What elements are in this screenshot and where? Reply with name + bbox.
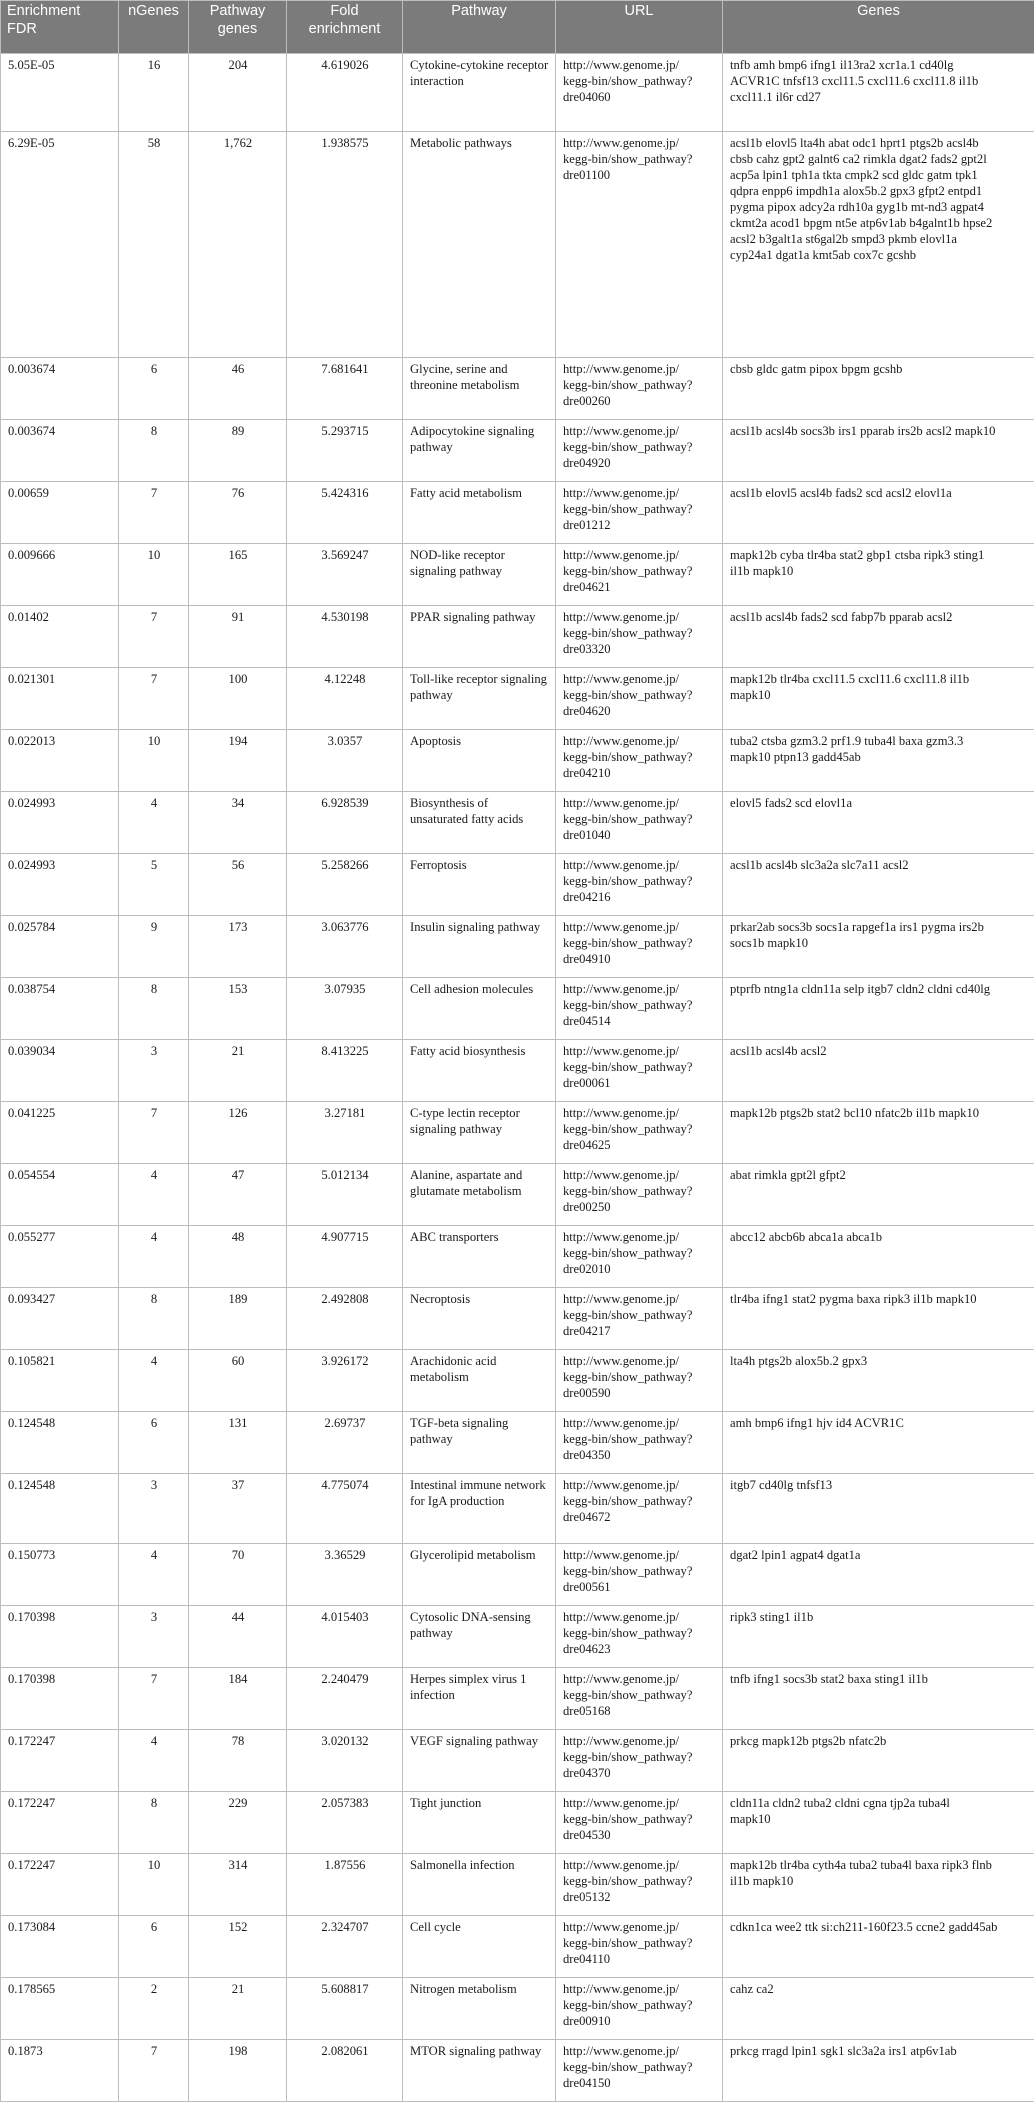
cell-fold-enrichment: 2.082061: [287, 2040, 403, 2102]
cell-genes: acsl1b acsl4b fads2 scd fabp7b pparab acsl2: [723, 606, 1034, 668]
cell-pathway: PPAR signaling pathway: [403, 606, 556, 668]
cell-url: http://www.genome.jp/ kegg-bin/show_pathway? dre04910: [556, 916, 723, 978]
cell-pathway-genes: 229: [189, 1792, 287, 1854]
header-pathway: Pathway: [403, 1, 556, 54]
header-pathway-genes: Pathway genes: [189, 1, 287, 54]
cell-pathway: Cell cycle: [403, 1916, 556, 1978]
cell-enrichment-fdr: 0.1873: [1, 2040, 119, 2102]
cell-fold-enrichment: 5.293715: [287, 420, 403, 482]
table-row: [1, 1350, 1034, 1412]
cell-enrichment-fdr: 0.039034: [1, 1040, 119, 1102]
cell-enrichment-fdr: 0.172247: [1, 1854, 119, 1916]
header-ngenes: nGenes: [119, 1, 189, 54]
cell-enrichment-fdr: 0.178565: [1, 1978, 119, 2040]
cell-url: http://www.genome.jp/ kegg-bin/show_pathway? dre04623: [556, 1606, 723, 1668]
table-row: [1, 1102, 1034, 1164]
cell-ngenes: 4: [119, 1226, 189, 1288]
cell-url: http://www.genome.jp/ kegg-bin/show_pathway? dre04672: [556, 1474, 723, 1544]
header-url: URL: [556, 1, 723, 54]
cell-genes: mapk12b cyba tlr4ba stat2 gbp1 ctsba ripk3 sting1 il1b mapk10: [723, 544, 1034, 606]
cell-pathway-genes: 48: [189, 1226, 287, 1288]
cell-fold-enrichment: 5.258266: [287, 854, 403, 916]
cell-ngenes: 5: [119, 854, 189, 916]
cell-enrichment-fdr: 0.00659: [1, 482, 119, 544]
cell-fold-enrichment: 3.926172: [287, 1350, 403, 1412]
table-row: [1, 482, 1034, 544]
cell-enrichment-fdr: 0.105821: [1, 1350, 119, 1412]
cell-fold-enrichment: 5.608817: [287, 1978, 403, 2040]
cell-pathway-genes: 1,762: [189, 132, 287, 358]
cell-ngenes: 4: [119, 1164, 189, 1226]
cell-fold-enrichment: 5.424316: [287, 482, 403, 544]
cell-url: http://www.genome.jp/ kegg-bin/show_pathway? dre04621: [556, 544, 723, 606]
table-row: [1, 1792, 1034, 1854]
cell-pathway-genes: 198: [189, 2040, 287, 2102]
cell-pathway-genes: 194: [189, 730, 287, 792]
cell-ngenes: 8: [119, 978, 189, 1040]
cell-enrichment-fdr: 0.124548: [1, 1474, 119, 1544]
cell-pathway-genes: 153: [189, 978, 287, 1040]
cell-url: http://www.genome.jp/ kegg-bin/show_pathway? dre04920: [556, 420, 723, 482]
table-row: [1, 1288, 1034, 1350]
cell-pathway: Nitrogen metabolism: [403, 1978, 556, 2040]
cell-enrichment-fdr: 0.041225: [1, 1102, 119, 1164]
cell-pathway: Insulin signaling pathway: [403, 916, 556, 978]
header-enrichment-fdr: Enrichment FDR: [1, 1, 119, 54]
table-row: [1, 1040, 1034, 1102]
cell-pathway-genes: 126: [189, 1102, 287, 1164]
cell-ngenes: 2: [119, 1978, 189, 2040]
cell-pathway-genes: 91: [189, 606, 287, 668]
cell-pathway-genes: 89: [189, 420, 287, 482]
cell-url: http://www.genome.jp/ kegg-bin/show_pathway? dre01100: [556, 132, 723, 358]
cell-pathway-genes: 34: [189, 792, 287, 854]
table-row: [1, 668, 1034, 730]
cell-pathway: ABC transporters: [403, 1226, 556, 1288]
cell-genes: itgb7 cd40lg tnfsf13: [723, 1474, 1034, 1544]
cell-pathway-genes: 152: [189, 1916, 287, 1978]
cell-pathway: Glycerolipid metabolism: [403, 1544, 556, 1606]
cell-enrichment-fdr: 0.124548: [1, 1412, 119, 1474]
cell-ngenes: 7: [119, 606, 189, 668]
cell-url: http://www.genome.jp/ kegg-bin/show_pathway? dre04620: [556, 668, 723, 730]
cell-fold-enrichment: 1.938575: [287, 132, 403, 358]
cell-fold-enrichment: 4.12248: [287, 668, 403, 730]
table-row: [1, 916, 1034, 978]
cell-fold-enrichment: 8.413225: [287, 1040, 403, 1102]
cell-pathway: TGF-beta signaling pathway: [403, 1412, 556, 1474]
cell-pathway-genes: 21: [189, 1978, 287, 2040]
cell-ngenes: 7: [119, 1102, 189, 1164]
cell-pathway: Alanine, aspartate and glutamate metabolism: [403, 1164, 556, 1226]
cell-genes: acsl1b elovl5 lta4h abat odc1 hprt1 ptgs2b acsl4b cbsb cahz gpt2 galnt6 ca2 rimkla dgat2 fads2 gpt2l acp5a lpin1 tph1a tkta cmpk2 scd gldc gatm tpk1 qdpra enpp6 impdh1a alox5b.2 gpx3 gfpt2 entpd1 pygma pipox adcy2a rdh10a gyg1b mt-nd3 agpat4 ckmt2a acod1 bpgm nt5e atp6v1ab b4galnt1b hpse2 acsl2 b3galt1a st6gal2b smpd3 pkmb elovl1a cyp24a1 dgat1a kmt5ab cox7c gcshb: [723, 132, 1034, 358]
cell-pathway-genes: 56: [189, 854, 287, 916]
table-row: [1, 1978, 1034, 2040]
cell-genes: prkcg rragd lpin1 sgk1 slc3a2a irs1 atp6v1ab: [723, 2040, 1034, 2102]
cell-pathway: MTOR signaling pathway: [403, 2040, 556, 2102]
cell-fold-enrichment: 3.27181: [287, 1102, 403, 1164]
cell-url: http://www.genome.jp/ kegg-bin/show_pathway? dre03320: [556, 606, 723, 668]
cell-url: http://www.genome.jp/ kegg-bin/show_pathway? dre02010: [556, 1226, 723, 1288]
cell-genes: tnfb ifng1 socs3b stat2 baxa sting1 il1b: [723, 1668, 1034, 1730]
cell-pathway-genes: 173: [189, 916, 287, 978]
cell-pathway-genes: 76: [189, 482, 287, 544]
cell-enrichment-fdr: 0.024993: [1, 854, 119, 916]
cell-url: http://www.genome.jp/ kegg-bin/show_pathway? dre04217: [556, 1288, 723, 1350]
table-row: [1, 854, 1034, 916]
cell-ngenes: 58: [119, 132, 189, 358]
cell-pathway: C-type lectin receptor signaling pathway: [403, 1102, 556, 1164]
cell-pathway: Apoptosis: [403, 730, 556, 792]
cell-fold-enrichment: 3.0357: [287, 730, 403, 792]
cell-enrichment-fdr: 0.172247: [1, 1792, 119, 1854]
cell-fold-enrichment: 2.492808: [287, 1288, 403, 1350]
cell-url: http://www.genome.jp/ kegg-bin/show_pathway? dre05132: [556, 1854, 723, 1916]
cell-url: http://www.genome.jp/ kegg-bin/show_pathway? dre04060: [556, 54, 723, 132]
cell-genes: mapk12b ptgs2b stat2 bcl10 nfatc2b il1b mapk10: [723, 1102, 1034, 1164]
cell-genes: tuba2 ctsba gzm3.2 prf1.9 tuba4l baxa gzm3.3 mapk10 ptpn13 gadd45ab: [723, 730, 1034, 792]
table-row: [1, 1164, 1034, 1226]
cell-pathway-genes: 46: [189, 358, 287, 420]
cell-url: http://www.genome.jp/ kegg-bin/show_pathway? dre00910: [556, 1978, 723, 2040]
cell-ngenes: 10: [119, 1854, 189, 1916]
cell-url: http://www.genome.jp/ kegg-bin/show_pathway? dre04216: [556, 854, 723, 916]
cell-ngenes: 6: [119, 1916, 189, 1978]
cell-enrichment-fdr: 0.003674: [1, 358, 119, 420]
cell-url: http://www.genome.jp/ kegg-bin/show_pathway? dre00561: [556, 1544, 723, 1606]
cell-genes: cbsb gldc gatm pipox bpgm gcshb: [723, 358, 1034, 420]
cell-genes: acsl1b acsl4b socs3b irs1 pparab irs2b acsl2 mapk10: [723, 420, 1034, 482]
cell-pathway-genes: 70: [189, 1544, 287, 1606]
cell-fold-enrichment: 4.530198: [287, 606, 403, 668]
cell-genes: prkar2ab socs3b socs1a rapgef1a irs1 pygma irs2b socs1b mapk10: [723, 916, 1034, 978]
header-fold-enrichment: Fold enrichment: [287, 1, 403, 54]
cell-pathway-genes: 44: [189, 1606, 287, 1668]
cell-genes: cldn11a cldn2 tuba2 cldni cgna tjp2a tuba4l mapk10: [723, 1792, 1034, 1854]
cell-pathway: Fatty acid biosynthesis: [403, 1040, 556, 1102]
cell-fold-enrichment: 4.619026: [287, 54, 403, 132]
cell-pathway: Salmonella infection: [403, 1854, 556, 1916]
cell-enrichment-fdr: 0.009666: [1, 544, 119, 606]
cell-enrichment-fdr: 0.038754: [1, 978, 119, 1040]
cell-pathway: Arachidonic acid metabolism: [403, 1350, 556, 1412]
cell-pathway-genes: 100: [189, 668, 287, 730]
cell-url: http://www.genome.jp/ kegg-bin/show_pathway? dre04350: [556, 1412, 723, 1474]
cell-fold-enrichment: 3.07935: [287, 978, 403, 1040]
cell-url: http://www.genome.jp/ kegg-bin/show_pathway? dre01040: [556, 792, 723, 854]
cell-fold-enrichment: 5.012134: [287, 1164, 403, 1226]
cell-ngenes: 7: [119, 482, 189, 544]
cell-pathway: Intestinal immune network for IgA production: [403, 1474, 556, 1544]
cell-ngenes: 4: [119, 1350, 189, 1412]
cell-url: http://www.genome.jp/ kegg-bin/show_pathway? dre00061: [556, 1040, 723, 1102]
cell-fold-enrichment: 2.240479: [287, 1668, 403, 1730]
cell-fold-enrichment: 2.057383: [287, 1792, 403, 1854]
table-row: [1, 1854, 1034, 1916]
cell-fold-enrichment: 4.775074: [287, 1474, 403, 1544]
cell-enrichment-fdr: 0.093427: [1, 1288, 119, 1350]
cell-enrichment-fdr: 0.054554: [1, 1164, 119, 1226]
cell-url: http://www.genome.jp/ kegg-bin/show_pathway? dre04210: [556, 730, 723, 792]
cell-ngenes: 6: [119, 1412, 189, 1474]
cell-pathway-genes: 37: [189, 1474, 287, 1544]
cell-pathway-genes: 184: [189, 1668, 287, 1730]
cell-ngenes: 10: [119, 544, 189, 606]
cell-enrichment-fdr: 0.024993: [1, 792, 119, 854]
cell-ngenes: 6: [119, 358, 189, 420]
cell-genes: mapk12b tlr4ba cxcl11.5 cxcl11.6 cxcl11.8 il1b mapk10: [723, 668, 1034, 730]
cell-genes: ripk3 sting1 il1b: [723, 1606, 1034, 1668]
cell-ngenes: 8: [119, 420, 189, 482]
cell-fold-enrichment: 3.063776: [287, 916, 403, 978]
cell-ngenes: 10: [119, 730, 189, 792]
cell-url: http://www.genome.jp/ kegg-bin/show_pathway? dre00250: [556, 1164, 723, 1226]
cell-enrichment-fdr: 0.01402: [1, 606, 119, 668]
cell-ngenes: 4: [119, 1730, 189, 1792]
cell-genes: cahz ca2: [723, 1978, 1034, 2040]
cell-pathway: Cytokine-cytokine receptor interaction: [403, 54, 556, 132]
cell-genes: acsl1b elovl5 acsl4b fads2 scd acsl2 elovl1a: [723, 482, 1034, 544]
cell-ngenes: 3: [119, 1474, 189, 1544]
cell-pathway: Cell adhesion molecules: [403, 978, 556, 1040]
cell-url: http://www.genome.jp/ kegg-bin/show_pathway? dre04530: [556, 1792, 723, 1854]
cell-ngenes: 8: [119, 1288, 189, 1350]
cell-pathway: NOD-like receptor signaling pathway: [403, 544, 556, 606]
table-row: [1, 978, 1034, 1040]
cell-genes: tnfb amh bmp6 ifng1 il13ra2 xcr1a.1 cd40lg ACVR1C tnfsf13 cxcl11.5 cxcl11.6 cxcl11.8 il1b cxcl11.1 il6r cd27: [723, 54, 1034, 132]
table-row: [1, 730, 1034, 792]
cell-url: http://www.genome.jp/ kegg-bin/show_pathway? dre04625: [556, 1102, 723, 1164]
cell-genes: acsl1b acsl4b slc3a2a slc7a11 acsl2: [723, 854, 1034, 916]
table-row: [1, 420, 1034, 482]
table-row: [1, 1916, 1034, 1978]
cell-url: http://www.genome.jp/ kegg-bin/show_pathway? dre04370: [556, 1730, 723, 1792]
cell-ngenes: 16: [119, 54, 189, 132]
cell-pathway: Cytosolic DNA-sensing pathway: [403, 1606, 556, 1668]
cell-pathway: Glycine, serine and threonine metabolism: [403, 358, 556, 420]
cell-ngenes: 8: [119, 1792, 189, 1854]
table-header: [1, 1, 1034, 54]
cell-url: http://www.genome.jp/ kegg-bin/show_pathway? dre04150: [556, 2040, 723, 2102]
cell-pathway: VEGF signaling pathway: [403, 1730, 556, 1792]
cell-fold-enrichment: 4.015403: [287, 1606, 403, 1668]
cell-enrichment-fdr: 0.170398: [1, 1606, 119, 1668]
cell-enrichment-fdr: 0.021301: [1, 668, 119, 730]
cell-pathway: Adipocytokine signaling pathway: [403, 420, 556, 482]
cell-pathway-genes: 131: [189, 1412, 287, 1474]
cell-pathway-genes: 165: [189, 544, 287, 606]
cell-genes: acsl1b acsl4b acsl2: [723, 1040, 1034, 1102]
cell-pathway: Biosynthesis of unsaturated fatty acids: [403, 792, 556, 854]
cell-fold-enrichment: 2.324707: [287, 1916, 403, 1978]
cell-pathway-genes: 21: [189, 1040, 287, 1102]
cell-ngenes: 4: [119, 792, 189, 854]
cell-pathway-genes: 78: [189, 1730, 287, 1792]
cell-url: http://www.genome.jp/ kegg-bin/show_pathway? dre05168: [556, 1668, 723, 1730]
cell-enrichment-fdr: 0.022013: [1, 730, 119, 792]
table-row: [1, 1412, 1034, 1474]
cell-fold-enrichment: 7.681641: [287, 358, 403, 420]
cell-genes: abcc12 abcb6b abca1a abca1b: [723, 1226, 1034, 1288]
cell-ngenes: 4: [119, 1544, 189, 1606]
table-row: [1, 606, 1034, 668]
cell-pathway-genes: 60: [189, 1350, 287, 1412]
cell-pathway: Ferroptosis: [403, 854, 556, 916]
table-row: [1, 792, 1034, 854]
table-row: [1, 1668, 1034, 1730]
cell-ngenes: 7: [119, 668, 189, 730]
table-row: [1, 1474, 1034, 1544]
cell-genes: cdkn1ca wee2 ttk si:ch211-160f23.5 ccne2 gadd45ab: [723, 1916, 1034, 1978]
cell-enrichment-fdr: 0.172247: [1, 1730, 119, 1792]
cell-fold-enrichment: 2.69737: [287, 1412, 403, 1474]
table-row: [1, 1544, 1034, 1606]
header-row: [1, 1, 1034, 54]
cell-pathway-genes: 204: [189, 54, 287, 132]
cell-enrichment-fdr: 0.170398: [1, 1668, 119, 1730]
table-row: [1, 1730, 1034, 1792]
cell-fold-enrichment: 3.569247: [287, 544, 403, 606]
cell-url: http://www.genome.jp/ kegg-bin/show_pathway? dre01212: [556, 482, 723, 544]
cell-pathway: Metabolic pathways: [403, 132, 556, 358]
cell-genes: ptprfb ntng1a cldn11a selp itgb7 cldn2 cldni cd40lg: [723, 978, 1034, 1040]
table-row: [1, 544, 1034, 606]
cell-ngenes: 3: [119, 1040, 189, 1102]
cell-enrichment-fdr: 6.29E-05: [1, 132, 119, 358]
table-row: [1, 54, 1034, 132]
cell-genes: tlr4ba ifng1 stat2 pygma baxa ripk3 il1b mapk10: [723, 1288, 1034, 1350]
cell-fold-enrichment: 3.36529: [287, 1544, 403, 1606]
table-row: [1, 1606, 1034, 1668]
cell-genes: mapk12b tlr4ba cyth4a tuba2 tuba4l baxa ripk3 flnb il1b mapk10: [723, 1854, 1034, 1916]
cell-enrichment-fdr: 0.173084: [1, 1916, 119, 1978]
table-row: [1, 132, 1034, 358]
cell-enrichment-fdr: 5.05E-05: [1, 54, 119, 132]
table-body: [1, 54, 1034, 2102]
cell-pathway-genes: 189: [189, 1288, 287, 1350]
cell-genes: dgat2 lpin1 agpat4 dgat1a: [723, 1544, 1034, 1606]
cell-ngenes: 9: [119, 916, 189, 978]
cell-url: http://www.genome.jp/ kegg-bin/show_pathway? dre04514: [556, 978, 723, 1040]
cell-url: http://www.genome.jp/ kegg-bin/show_pathway? dre00260: [556, 358, 723, 420]
cell-enrichment-fdr: 0.025784: [1, 916, 119, 978]
cell-url: http://www.genome.jp/ kegg-bin/show_pathway? dre00590: [556, 1350, 723, 1412]
cell-genes: elovl5 fads2 scd elovl1a: [723, 792, 1034, 854]
header-genes: Genes: [723, 1, 1034, 54]
cell-ngenes: 7: [119, 2040, 189, 2102]
cell-pathway-genes: 47: [189, 1164, 287, 1226]
cell-ngenes: 7: [119, 1668, 189, 1730]
cell-pathway: Fatty acid metabolism: [403, 482, 556, 544]
cell-enrichment-fdr: 0.055277: [1, 1226, 119, 1288]
cell-fold-enrichment: 6.928539: [287, 792, 403, 854]
cell-url: http://www.genome.jp/ kegg-bin/show_pathway? dre04110: [556, 1916, 723, 1978]
cell-pathway: Necroptosis: [403, 1288, 556, 1350]
cell-fold-enrichment: 3.020132: [287, 1730, 403, 1792]
cell-fold-enrichment: 1.87556: [287, 1854, 403, 1916]
cell-enrichment-fdr: 0.150773: [1, 1544, 119, 1606]
table-row: [1, 1226, 1034, 1288]
cell-genes: amh bmp6 ifng1 hjv id4 ACVR1C: [723, 1412, 1034, 1474]
table-row: [1, 358, 1034, 420]
cell-pathway: Tight junction: [403, 1792, 556, 1854]
cell-genes: prkcg mapk12b ptgs2b nfatc2b: [723, 1730, 1034, 1792]
cell-genes: abat rimkla gpt2l gfpt2: [723, 1164, 1034, 1226]
cell-pathway: Toll-like receptor signaling pathway: [403, 668, 556, 730]
cell-ngenes: 3: [119, 1606, 189, 1668]
cell-fold-enrichment: 4.907715: [287, 1226, 403, 1288]
cell-pathway-genes: 314: [189, 1854, 287, 1916]
table-row: [1, 2040, 1034, 2102]
cell-genes: lta4h ptgs2b alox5b.2 gpx3: [723, 1350, 1034, 1412]
cell-enrichment-fdr: 0.003674: [1, 420, 119, 482]
cell-pathway: Herpes simplex virus 1 infection: [403, 1668, 556, 1730]
